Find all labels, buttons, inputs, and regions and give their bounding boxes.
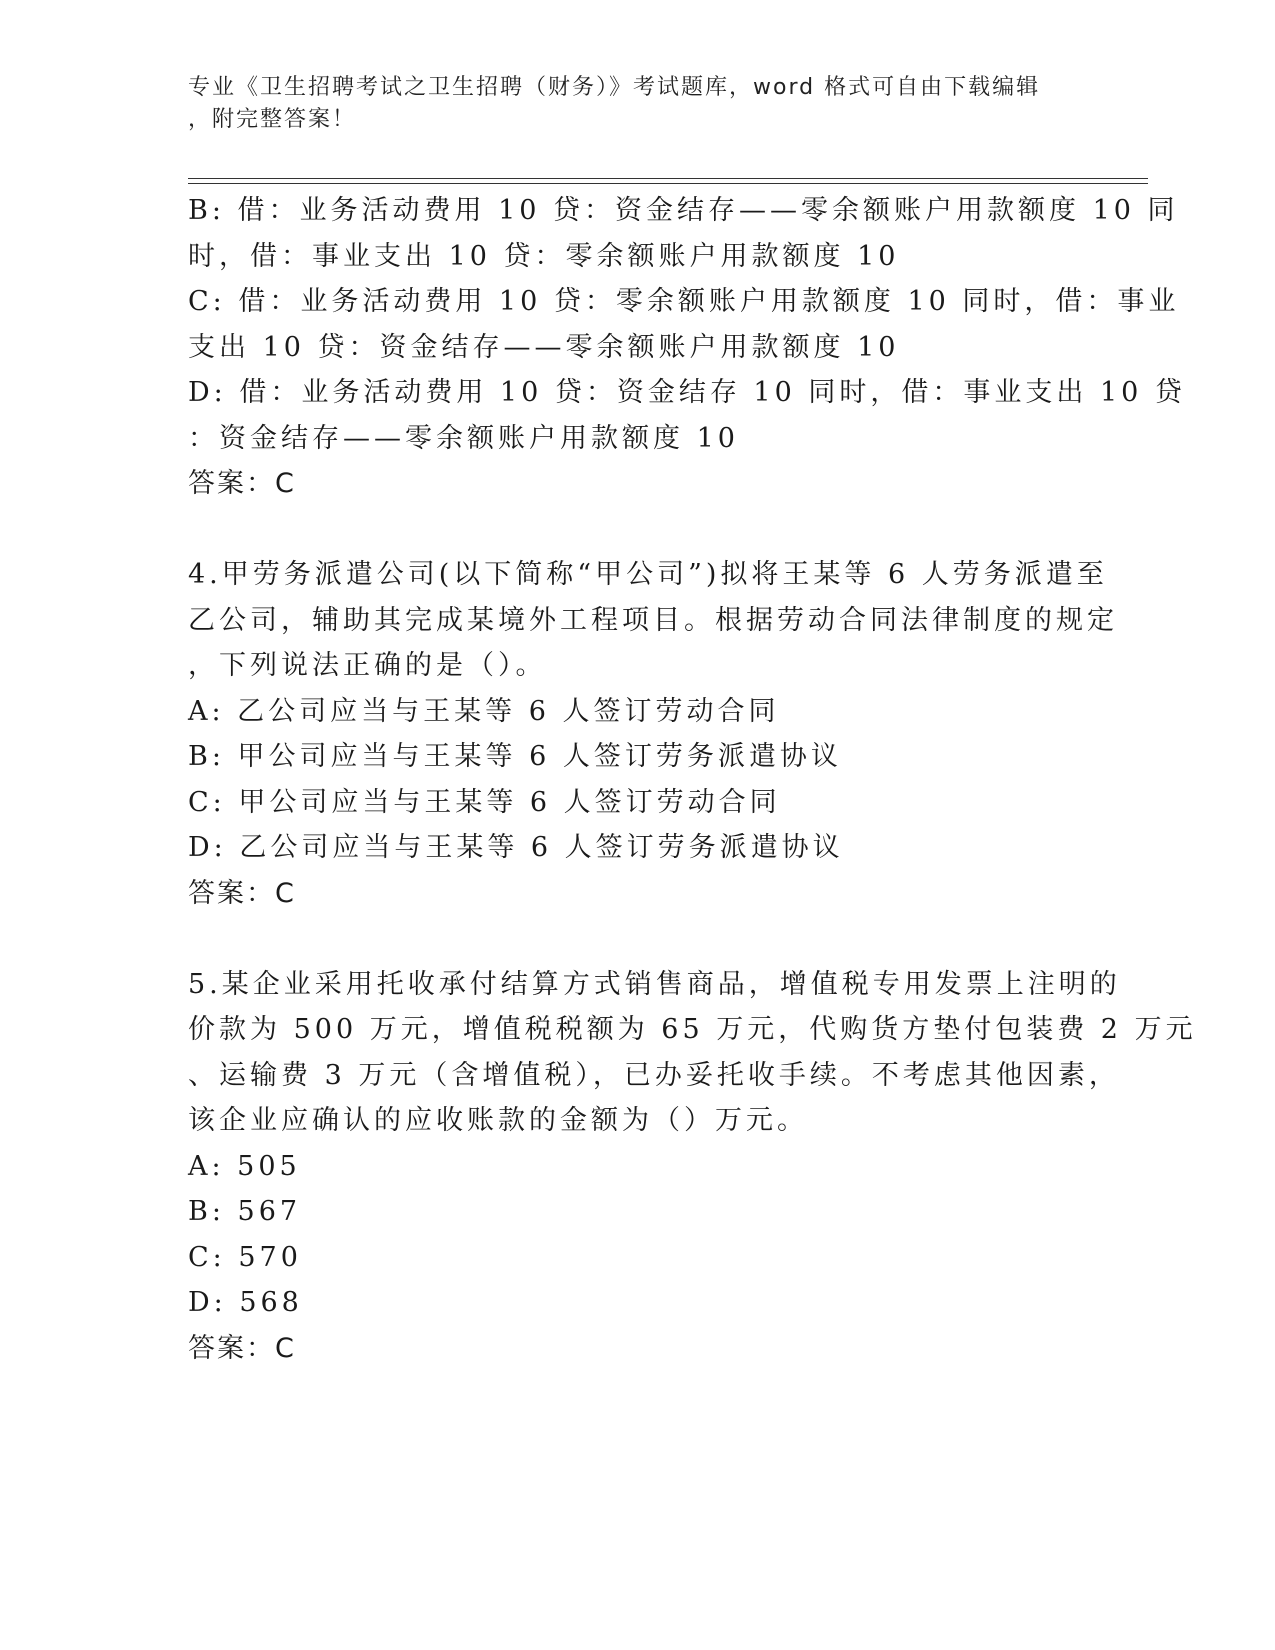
question-stem-line-3: 、运输费 3 万元（含增值税），已办妥托收手续。不考虑其他因素， [188,1059,1120,1091]
question-3 [188,188,1186,507]
option-d: D: 568 [188,1287,303,1318]
question-stem-line-2: 乙公司，辅助其完成某境外工程项目。根据劳动合同法律制度的规定 [188,604,1118,636]
option-b: B: 甲公司应当与王某等 6 人签订劳务派遣协议 [188,741,842,772]
option-b-line-2: 时，借：事业支出 10 贷：零余额账户用款额度 10 [188,240,900,272]
question-stem-line-3: ，下列说法正确的是（）。 [188,650,547,681]
header-line-2: ，附完整答案！ [188,107,357,132]
answer: 答案：C [188,877,296,909]
question-4 [188,552,1118,916]
question-5 [188,962,1197,1372]
header-divider-bottom [188,183,1148,184]
option-d: D: 乙公司应当与王某等 6 人签订劳务派遣协议 [188,832,844,863]
answer: 答案：C [188,468,296,499]
option-d-line-1: D: 借：业务活动费用 10 贷：资金结存 10 同时，借：事业支出 10 贷 [188,377,1186,408]
question-stem-line-1: 4.甲劳务派遣公司(以下简称“甲公司”)拟将王某等 6 人劳务派遣至 [188,559,1108,590]
header-line-1: 专业《卫生招聘考试之卫生招聘（财务）》考试题库，word 格式可自由下载编辑 [188,75,1041,100]
option-b-line-1: B: 借：业务活动费用 10 贷：资金结存——零余额账户用款额度 10 同 [188,195,1179,226]
spacer [188,507,1088,553]
spacer [188,916,1088,962]
option-b: B: 567 [188,1196,302,1227]
document-header [188,72,1088,136]
header-divider-top [188,178,1148,179]
option-d-line-2: ：资金结存——零余额账户用款额度 10 [188,422,739,454]
question-stem-line-1: 5.某企业采用托收承付结算方式销售商品，增值税专用发票上注明的 [188,968,1121,1000]
option-a: A: 505 [188,1150,301,1182]
option-c: C: 甲公司应当与王某等 6 人签订劳动合同 [188,786,781,818]
option-c: C: 570 [188,1241,302,1273]
option-a: A: 乙公司应当与王某等 6 人签订劳动合同 [188,695,780,727]
option-c-line-2: 支出 10 贷：资金结存——零余额账户用款额度 10 [188,331,900,363]
document-body [188,188,1197,1371]
question-stem-line-2: 价款为 500 万元，增值税税额为 65 万元，代购货方垫付包装费 2 万元 [188,1014,1197,1045]
question-stem-line-4: 该企业应确认的应收账款的金额为（）万元。 [188,1105,808,1136]
option-c-line-1: C: 借：业务活动费用 10 贷：零余额账户用款额度 10 同时，借：事业 [188,286,1180,317]
answer: 答案：C [188,1332,296,1364]
